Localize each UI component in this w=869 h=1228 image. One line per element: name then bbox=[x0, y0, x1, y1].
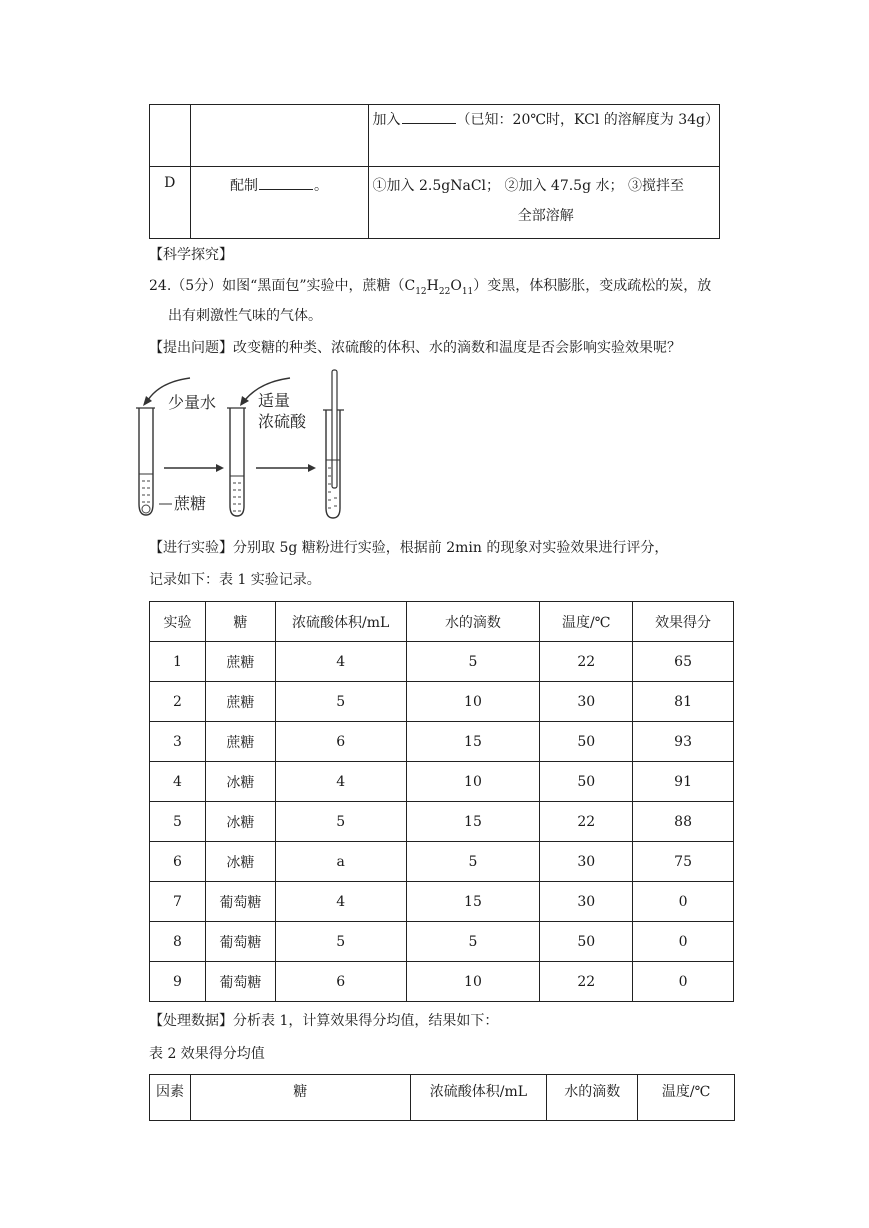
table-cell: 5 bbox=[406, 842, 540, 882]
answer-blank bbox=[259, 175, 313, 190]
method-cell bbox=[368, 105, 719, 167]
table-cell: 15 bbox=[406, 722, 540, 762]
table-cell: 冰糖 bbox=[205, 802, 275, 842]
column-header: 实验 bbox=[150, 602, 206, 642]
question-24-line-2: 出有刺激性气味的气体。 bbox=[168, 308, 322, 324]
table-cell: 15 bbox=[406, 882, 540, 922]
column-header: 糖 bbox=[205, 602, 275, 642]
test-tube-3 bbox=[323, 370, 344, 518]
table-cell: 冰糖 bbox=[205, 842, 275, 882]
table-cell: 葡萄糖 bbox=[205, 962, 275, 1002]
table-cell: 22 bbox=[540, 802, 633, 842]
column-header: 水的滴数 bbox=[406, 602, 540, 642]
table-cell: 10 bbox=[406, 962, 540, 1002]
table-cell: 30 bbox=[540, 682, 633, 722]
table-cell: 8 bbox=[150, 922, 206, 962]
column-header: 浓硫酸体积/mL bbox=[410, 1075, 547, 1121]
table-cell: 5 bbox=[275, 922, 406, 962]
previous-question-table bbox=[149, 104, 720, 239]
table-cell: 91 bbox=[633, 762, 734, 802]
column-header: 温度/℃ bbox=[540, 602, 633, 642]
table-row bbox=[150, 922, 734, 962]
table-cell: 10 bbox=[406, 762, 540, 802]
test-tube-2 bbox=[227, 408, 246, 516]
table-cell: 5 bbox=[150, 802, 206, 842]
experiment-line-1: 【进行实验】分别取 5g 糖粉进行实验，根据前 2min 的现象对实验效果进行评分， bbox=[149, 540, 669, 556]
table-header-row bbox=[150, 1075, 735, 1121]
table-cell: 5 bbox=[406, 642, 540, 682]
table-cell: 0 bbox=[633, 882, 734, 922]
row-label-cell bbox=[150, 105, 191, 167]
table-cell: 4 bbox=[275, 882, 406, 922]
question-prompt: 【提出问题】改变糖的种类、浓硫酸的体积、水的滴数和温度是否会影响实验效果呢？ bbox=[149, 340, 681, 356]
table-cell: 葡萄糖 bbox=[205, 922, 275, 962]
table-cell: 6 bbox=[275, 722, 406, 762]
table-cell: 蔗糖 bbox=[205, 722, 275, 762]
experiment-line-2: 记录如下：表 1 实验记录。 bbox=[149, 572, 321, 588]
table-cell: 0 bbox=[633, 962, 734, 1002]
table-cell: 4 bbox=[275, 642, 406, 682]
column-header: 浓硫酸体积/mL bbox=[275, 602, 406, 642]
label-water: 少量水 bbox=[168, 393, 217, 412]
item-cell bbox=[190, 105, 368, 167]
table-cell: 22 bbox=[540, 962, 633, 1002]
table-cell: 7 bbox=[150, 882, 206, 922]
table-cell: 1 bbox=[150, 642, 206, 682]
table-cell: 30 bbox=[540, 882, 633, 922]
table-cell: 3 bbox=[150, 722, 206, 762]
label-sugar: 蔗糖 bbox=[174, 494, 207, 513]
method-prefix: 加入 bbox=[372, 112, 401, 128]
table-row bbox=[150, 762, 734, 802]
table-cell: 75 bbox=[633, 842, 734, 882]
table-cell: a bbox=[275, 842, 406, 882]
table-cell: 蔗糖 bbox=[205, 682, 275, 722]
table-cell: 65 bbox=[633, 642, 734, 682]
table-cell: 5 bbox=[275, 682, 406, 722]
table-cell: 9 bbox=[150, 962, 206, 1002]
column-header: 水的滴数 bbox=[547, 1075, 638, 1121]
table-cell: 15 bbox=[406, 802, 540, 842]
table-cell: 6 bbox=[150, 842, 206, 882]
table-cell: 0 bbox=[633, 922, 734, 962]
table-row bbox=[150, 882, 734, 922]
table-cell: 88 bbox=[633, 802, 734, 842]
table-row bbox=[150, 842, 734, 882]
table-cell: 50 bbox=[540, 722, 633, 762]
answer-blank bbox=[402, 109, 456, 124]
label-acid-1: 适量 bbox=[258, 391, 291, 410]
item-cell: 配制 。 bbox=[190, 167, 368, 239]
table-row bbox=[150, 722, 734, 762]
table-cell: 50 bbox=[540, 762, 633, 802]
table-cell: 2 bbox=[150, 682, 206, 722]
table-row bbox=[150, 682, 734, 722]
table-cell: 4 bbox=[150, 762, 206, 802]
table-cell: 4 bbox=[275, 762, 406, 802]
experiment-figure bbox=[130, 368, 360, 524]
table-cell: 冰糖 bbox=[205, 762, 275, 802]
table-cell: 葡萄糖 bbox=[205, 882, 275, 922]
table-cell: 22 bbox=[540, 642, 633, 682]
table-cell: 蔗糖 bbox=[205, 642, 275, 682]
table-row bbox=[150, 642, 734, 682]
table-row bbox=[150, 962, 734, 1002]
table-cell: 6 bbox=[275, 962, 406, 1002]
method-note: （已知：20℃时，KCl 的溶解度为 34g） bbox=[456, 112, 719, 128]
question-24-line-1: 24.（5分）如图“黑面包”实验中，蔗糖$(C_{12}H_{22}O_{11})$变黑，体积膨胀，变成疏松的炭，放 bbox=[149, 278, 712, 297]
section-label: 【科学探究】 bbox=[149, 247, 233, 263]
table-cell: 93 bbox=[633, 722, 734, 762]
table-cell: 5 bbox=[406, 922, 540, 962]
experiment-record-table bbox=[149, 601, 734, 1002]
label-acid-2: 浓硫酸 bbox=[258, 412, 307, 431]
table-row bbox=[150, 802, 734, 842]
table-cell: 10 bbox=[406, 682, 540, 722]
column-header: 因素 bbox=[150, 1075, 191, 1121]
table2-caption: 表 2 效果得分均值 bbox=[149, 1046, 265, 1062]
table-cell: 50 bbox=[540, 922, 633, 962]
table-cell: 81 bbox=[633, 682, 734, 722]
row-label-cell: D bbox=[150, 167, 191, 239]
table-header-row bbox=[150, 602, 734, 642]
column-header: 糖 bbox=[190, 1075, 410, 1121]
average-score-table bbox=[149, 1074, 735, 1121]
test-tube-1 bbox=[136, 408, 155, 515]
column-header: 效果得分 bbox=[633, 602, 734, 642]
table-cell: 5 bbox=[275, 802, 406, 842]
column-header: 温度/℃ bbox=[638, 1075, 735, 1121]
method-cell: ①加入 2.5gNaCl； ②加入 47.5g 水； ③搅拌至 全部溶解 bbox=[368, 167, 719, 239]
table-cell: 30 bbox=[540, 842, 633, 882]
process-data-line: 【处理数据】分析表 1，计算效果得分均值，结果如下： bbox=[149, 1013, 499, 1029]
